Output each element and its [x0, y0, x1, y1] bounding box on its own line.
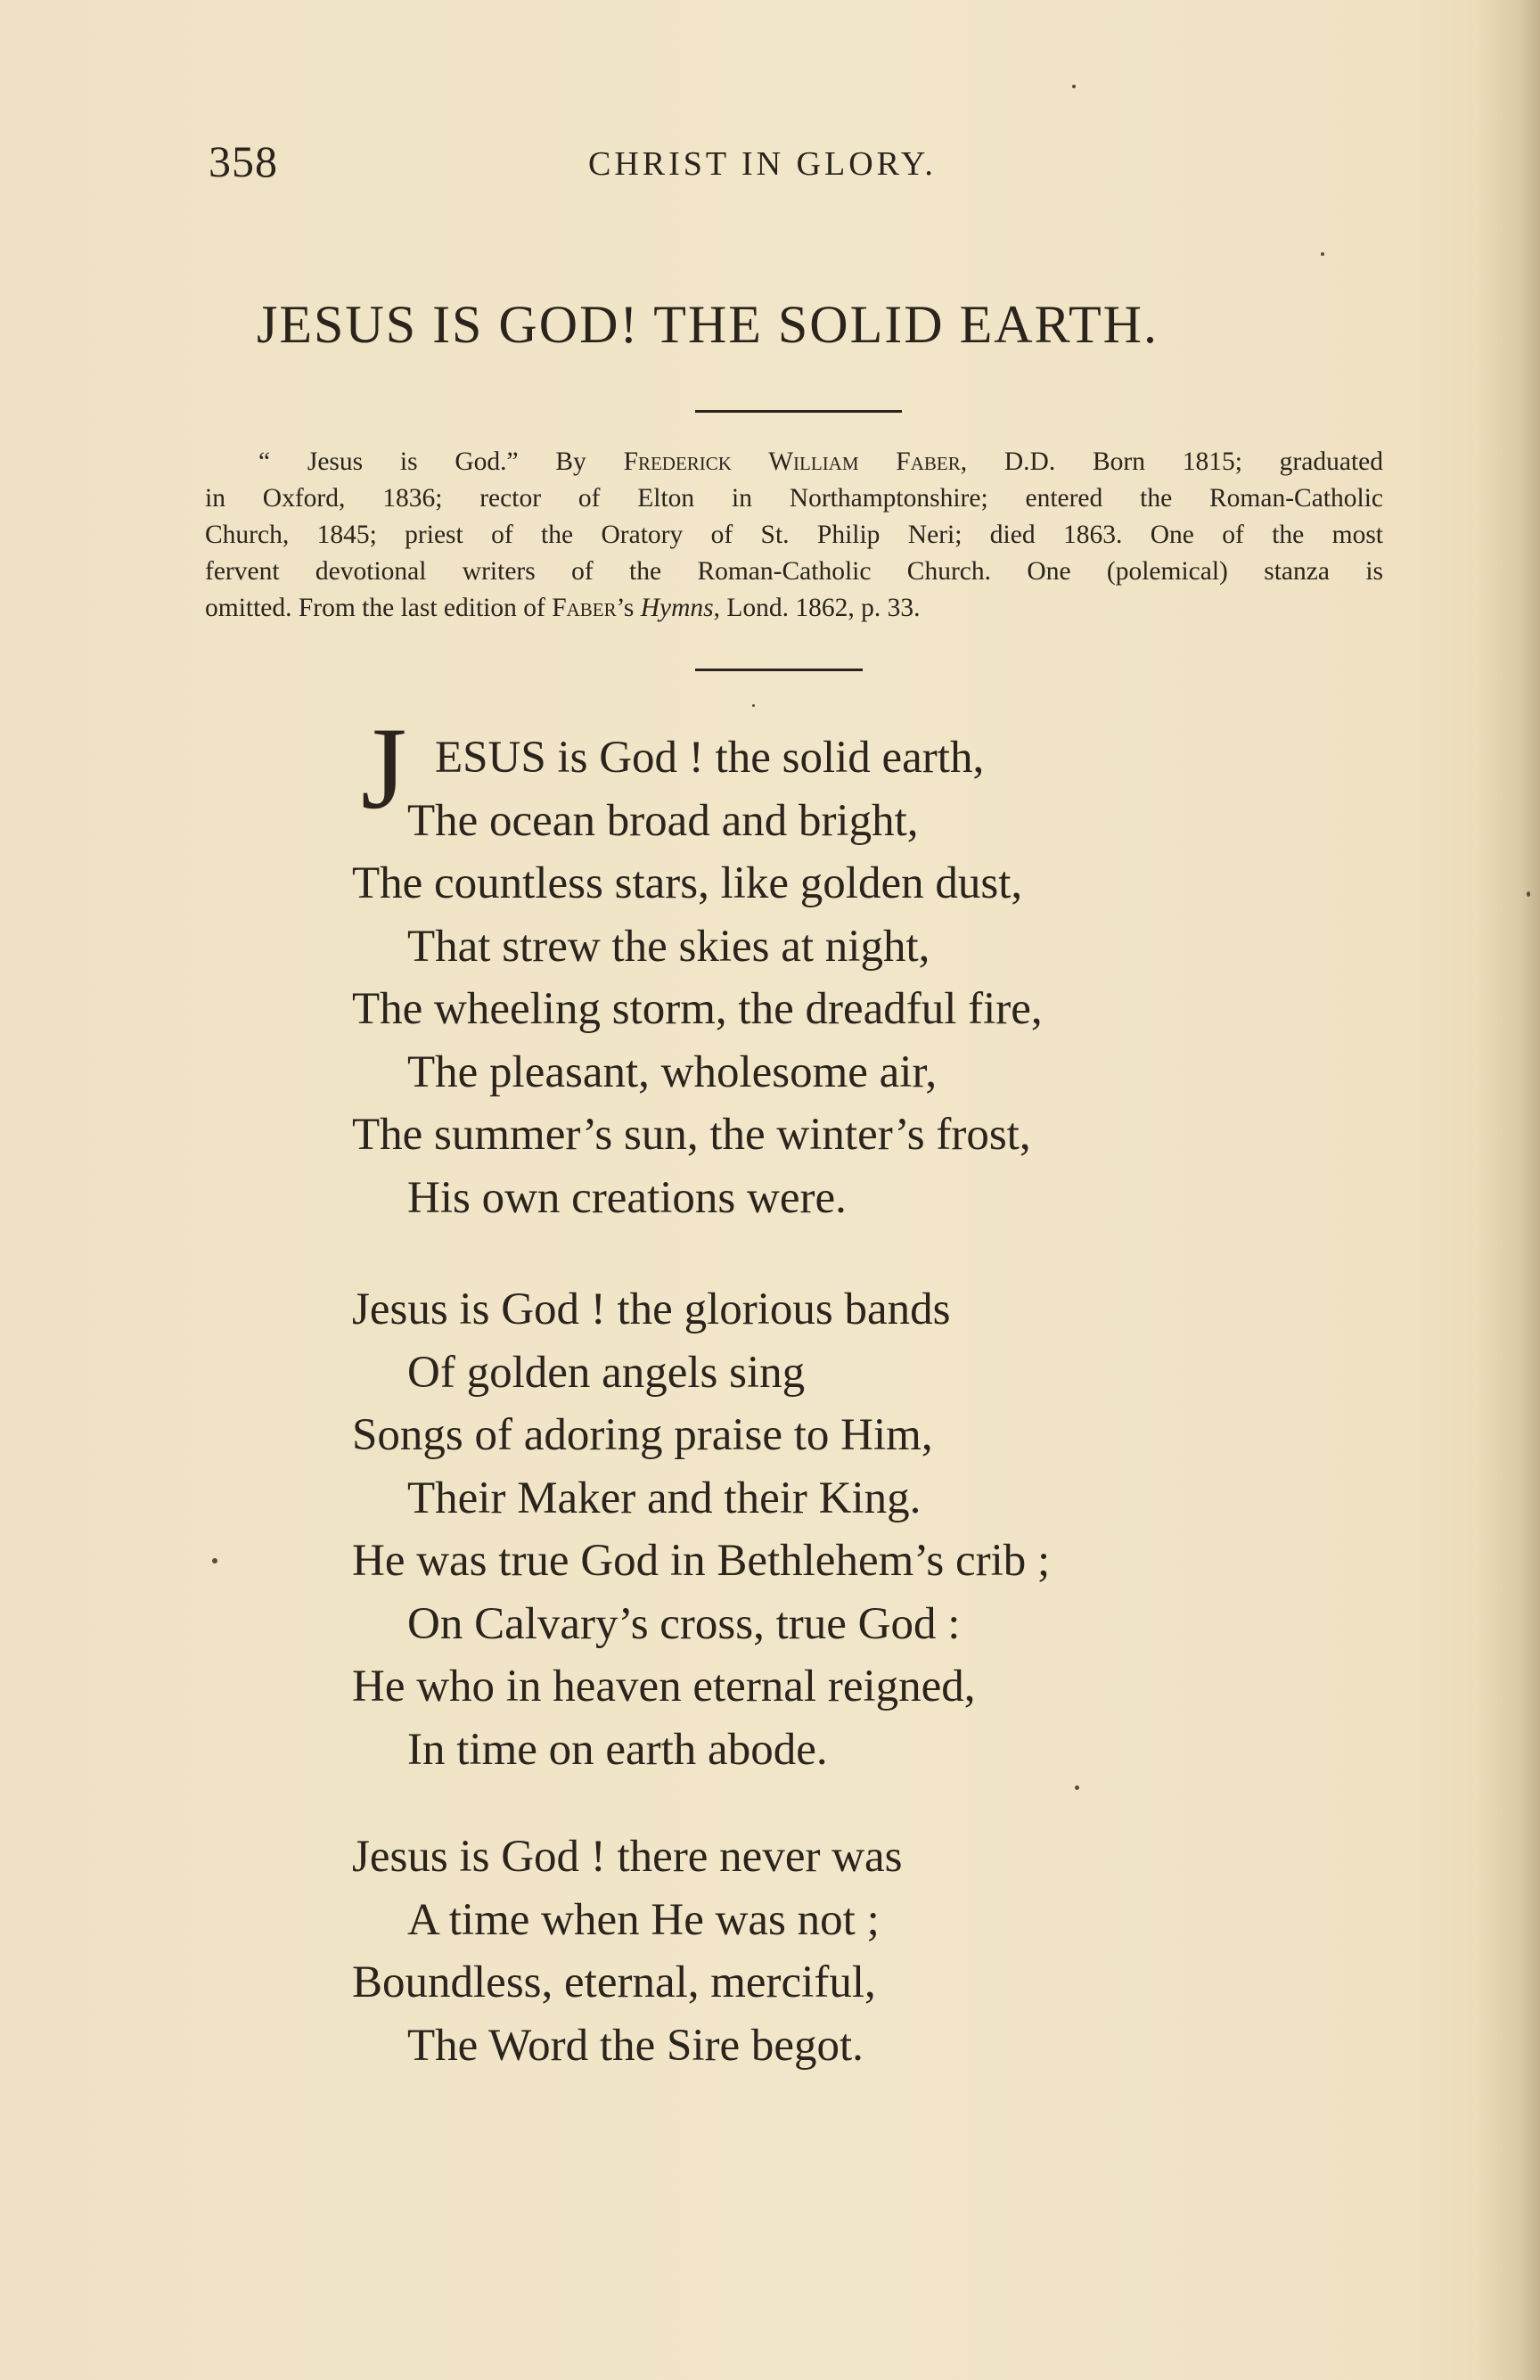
note-line-1 — [205, 444, 1383, 480]
verse-line: His own creations were. — [407, 1172, 847, 1223]
verse-line: The countless stars, like golden dust, — [352, 858, 1023, 908]
note-author: Frederick William Faber — [623, 447, 961, 476]
paper-speck — [752, 704, 755, 707]
verse-line: A time when He was not ; — [407, 1894, 880, 1945]
note-text: omitted. From the last edition of — [205, 594, 553, 622]
note-text: “ Jesus is God.” By — [258, 447, 624, 476]
verse-line: The summer’s sun, the winter’s frost, — [352, 1110, 1031, 1160]
paper-speck — [1527, 891, 1530, 897]
note-text: , Lond. 1862, p. 33. — [713, 594, 921, 622]
rule-below-note — [695, 669, 863, 671]
note-line-3: Church, 1845; priest of the Oratory of St. Philip Neri; died 1863. One of the most — [205, 521, 1383, 549]
verse-line: The pleasant, wholesome air, — [407, 1046, 938, 1097]
verse-line: Their Maker and their King. — [407, 1473, 922, 1523]
verse-line: Jesus is God ! the glorious bands — [352, 1284, 951, 1334]
stanza-2 — [352, 1278, 1332, 1781]
verse-line: Songs of adoring praise to Him, — [352, 1410, 933, 1460]
page-edge-shadow — [1478, 0, 1540, 2380]
page-number: 358 — [209, 136, 278, 186]
drop-cap: J — [361, 702, 407, 833]
rule-above-note — [695, 410, 902, 413]
hymn-note — [205, 444, 1383, 627]
note-line-4: fervent devotional writers of the Roman-Catholic Church. One (polemical) stanza is — [205, 557, 1383, 586]
note-text: ’s — [616, 594, 641, 622]
paper-speck — [1075, 1785, 1079, 1790]
verse-line: Of golden angels sing — [407, 1347, 806, 1398]
note-line-5 — [205, 590, 1383, 627]
verse-line: The wheeling storm, the dreadful fire, — [352, 984, 1043, 1034]
stanza-3 — [352, 1826, 1332, 2077]
verse-line: On Calvary’s cross, true God : — [407, 1598, 961, 1649]
stanza-1 — [352, 726, 1332, 1229]
verse-line: That strew the skies at night, — [407, 921, 930, 972]
note-line-2: in Oxford, 1836; rector of Elton in Northamptonshire; entered the Roman-Catholic — [205, 484, 1383, 513]
note-work-title: Hymns — [640, 594, 714, 622]
paper-speck — [212, 1558, 217, 1563]
verse-line: He who in heaven eternal reigned, — [352, 1662, 976, 1711]
verse-line: The Word the Sire begot. — [407, 2020, 864, 2071]
verse-line: In time on earth abode. — [407, 1724, 828, 1775]
verse-line: Boundless, eternal, merciful, — [352, 1957, 876, 2007]
paper-speck — [1072, 85, 1076, 88]
running-head: CHRIST IN GLORY. — [588, 145, 937, 183]
hymn-title: JESUS IS GOD! THE SOLID EARTH. — [257, 295, 1159, 354]
note-text: , D.D. Born 1815; graduated — [960, 447, 1383, 476]
verse-line: He was true God in Bethlehem’s crib ; — [352, 1536, 1051, 1586]
verse-line: ESUS is God ! the solid earth, — [435, 733, 985, 783]
verse-line: Jesus is God ! there never was — [352, 1832, 903, 1882]
verse-line: The ocean broad and bright, — [407, 795, 919, 846]
note-author: Faber — [552, 594, 617, 622]
paper-speck — [1321, 252, 1324, 256]
